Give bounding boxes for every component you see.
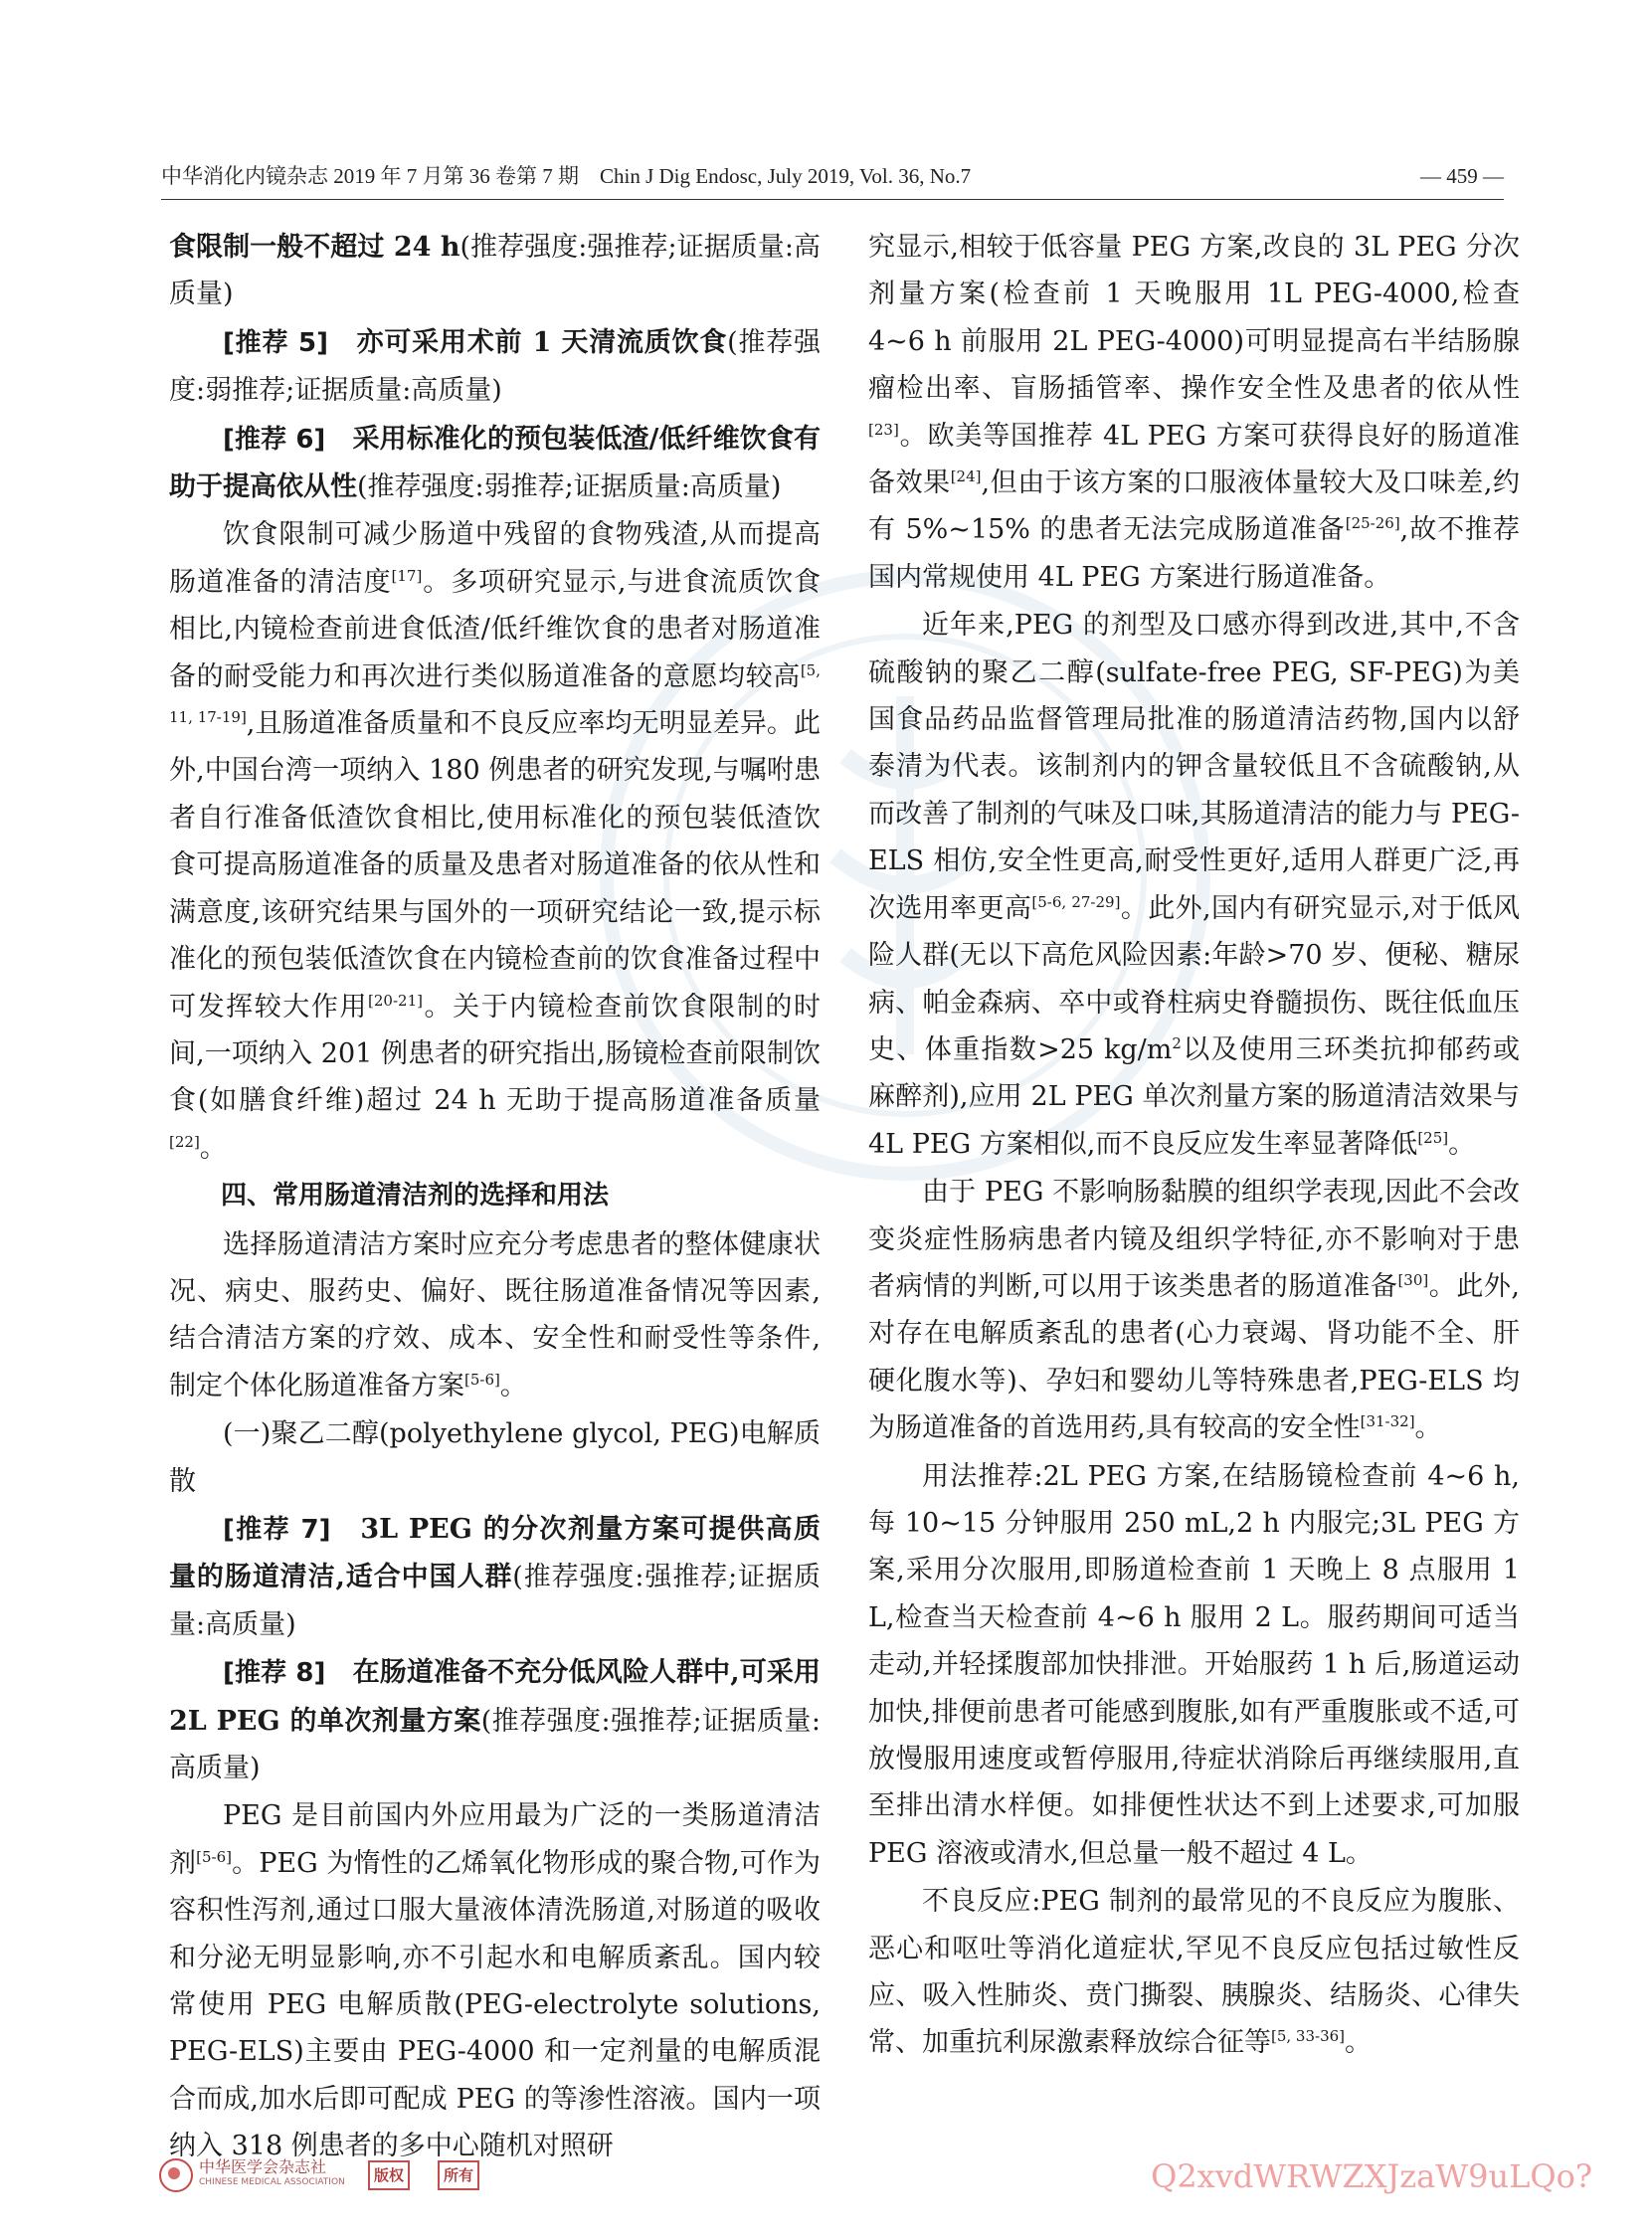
- text-run: ,且肠道准备质量和不良反应率均无明显差异。此外,中国台湾一项纳入 180 例患者的研究发现,与嘱咐患者自行准备低渣饮食相比,使用标准化的预包装低渣饮食可提高肠道准备的质量及患者对肠道准备的依从性和满意度,该研究结果与国外的一项研究结论一致,提示标准化的预包装低渣饮食在内镜检查前的饮食准备过程中可发挥较大作用: [169, 708, 821, 1023]
- paragraph: [868, 224, 1520, 601]
- citation-ref: [30]: [1397, 1270, 1429, 1289]
- citation-ref: [24]: [950, 467, 982, 486]
- text-run: 。: [499, 1370, 527, 1401]
- watermark-code: Q2xvdWRWZXJzaW9uLQo?: [1151, 2157, 1592, 2195]
- citation-ref: [5-6]: [464, 1370, 500, 1389]
- text-run: 。此外,国内有研究显示,对于低风险人群(无以下高危风险因素:年龄>70 岁、便秘、糖尿病、帕金森病、卒中或脊柱病史脊髓损伤、既往低血压史、体重指数>25 kg/m: [868, 892, 1521, 1065]
- rec-title: 在肠道准备不充分低风险人群中,可采用 2L PEG 的单次剂量方案: [169, 1657, 821, 1737]
- citation-ref: [5-6, 27-29]: [1031, 892, 1121, 911]
- text-run: 。此外,对存在电解质紊乱的患者(心力衰竭、肾功能不全、肝硬化腹水等)、孕妇和婴幼儿等特殊患者,PEG-ELS 均为肠道准备的首选用药,具有较高的安全性: [868, 1270, 1520, 1444]
- publisher-name: 中华医学会杂志社: [199, 2157, 327, 2176]
- recommendation-5: [169, 319, 821, 415]
- text-run: 。: [1448, 1128, 1476, 1160]
- rec-tag: [推荐 5]: [223, 327, 329, 358]
- copyright-mark: 所有: [438, 2160, 479, 2190]
- citation-ref: [23]: [868, 420, 899, 439]
- citation-ref: [5, 33-36]: [1271, 2027, 1346, 2046]
- text-run: (推荐强度:强推荐;证据质量:高质量): [169, 232, 821, 310]
- header-rule: [161, 199, 1504, 200]
- paragraph: [868, 1878, 1520, 2067]
- text-run: PEG 是目前国内外应用最为广泛的一类肠道清洁剂: [169, 1800, 821, 1879]
- bold-text: 食限制一般不超过 24 h: [169, 232, 460, 263]
- publisher-seal-icon: [159, 2158, 193, 2192]
- paragraph: 用法推荐:2L PEG 方案,在结肠镜检查前 4~6 h,每 10~15 分钟服用 250 mL,2 h 内服完;3L PEG 方案,采用分次服用,即肠道检查前 1 天晚上 8 点服用 1 L,检查当天检查前 4~6 h 服用 2 L。服药期间可适当走动,并轻揉腹部加快排泄。开始服药 1 h 后,肠道运动加快,排便前患者可能感到腹胀,如有严重腹胀或不适,可放慢服用速度或暂停服用,待症状消除后再继续服用,直至排出清水样便。如排便性状达不到上述要求,可加服 PEG 溶液或清水,但总量一般不超过 4 L。: [868, 1460, 1520, 1869]
- publisher-logo: [159, 2154, 517, 2194]
- rec-tag: [推荐 8]: [223, 1658, 326, 1689]
- left-column: [169, 224, 821, 2171]
- rec-tag: [推荐 7]: [223, 1514, 331, 1545]
- page-number: — 459 —: [1420, 164, 1504, 188]
- section-heading: 四、常用肠道清洁剂的选择和用法: [221, 1181, 610, 1212]
- paragraph: [169, 1221, 821, 1410]
- text-run: ,但由于该方案的口服液体量较大及口味差,约有 5%~15% 的患者无法完成肠道准备: [868, 467, 1520, 546]
- rec-title: 亦可采用术前 1 天清流质饮食: [356, 326, 728, 358]
- citation-ref: [25-26]: [1345, 514, 1400, 533]
- text-run: 。: [1345, 2027, 1373, 2059]
- recommendation-7: [169, 1506, 821, 1648]
- rec-tag: [推荐 6]: [223, 424, 326, 455]
- superscript: 2: [1172, 1033, 1182, 1052]
- text-run: 饮食限制可减少肠道中残留的食物残渣,从而提高肠道准备的清洁度: [169, 519, 821, 598]
- rec-title: 3L PEG 的分次剂量方案可提供高质量的肠道清洁,适合中国人群: [169, 1513, 821, 1593]
- paragraph: [868, 1169, 1520, 1451]
- paragraph: [169, 224, 821, 318]
- running-header: [161, 159, 1504, 193]
- rec-title: 采用标准化的预包装低渣/低纤维饮食有助于提高依从性: [169, 423, 821, 503]
- text-run: 。PEG 为惰性的乙烯氧化物形成的聚合物,可作为容积性泻剂,通过口服大量液体清洗肠道,对肠道的吸收和分泌无明显影响,亦不引起水和电解质紊乱。国内较常使用 PEG 电解质散(PEG-electrolyte solutions, PEG-ELS)主要由 PEG-4000 和一定剂量的电解质混合而成,加水后即可配成 PEG 的等渗性溶液。国内一项纳入 318 例患者的多中心随机对照研: [169, 1847, 822, 2162]
- rec-strength: (推荐强度:强推荐;证据质量:高质量): [169, 1562, 821, 1640]
- right-column: [868, 224, 1520, 2068]
- journal-citation: 中华消化内镜杂志 2019 年 7 月第 36 卷第 7 期 Chin J Dig Endosc, July 2019, Vol. 36, No.7: [161, 164, 972, 188]
- citation-ref: [22]: [169, 1132, 200, 1151]
- text-run: 选择肠道清洁方案时应充分考虑患者的整体健康状况、病史、服药史、偏好、既往肠道准备情况等因素,结合清洁方案的疗效、成本、安全性和耐受性等条件,制定个体化肠道准备方案: [169, 1228, 821, 1401]
- text-run: 。关于内镜检查前饮食限制的时间,一项纳入 201 例患者的研究指出,肠镜检查前限制饮食(如膳食纤维)超过 24 h 无助于提高肠道准备质量: [169, 991, 821, 1117]
- text-run: 。欧美等国推荐 4L PEG 方案可获得良好的肠道准备效果: [868, 420, 1520, 499]
- copyright-mark: 版权: [368, 2160, 410, 2190]
- text-run: ,故不推荐国内常规使用 4L PEG 方案进行肠道准备。: [868, 514, 1520, 593]
- citation-ref: [31-32]: [1360, 1412, 1415, 1431]
- text-run: 。: [1414, 1412, 1442, 1444]
- citation-ref: [25]: [1417, 1128, 1449, 1147]
- text-run: 由于 PEG 不影响肠黏膜的组织学表现,因此不会改变炎症性肠病患者内镜及组织学特征,亦不影响对于患者病情的判断,可以用于该类患者的肠道准备: [868, 1177, 1520, 1302]
- text-run: 。多项研究显示,与进食流质饮食相比,内镜检查前进食低渣/低纤维饮食的患者对肠道准备的耐受能力和再次进行类似肠道准备的意愿均较高: [169, 566, 822, 692]
- recommendation-8: [169, 1649, 821, 1791]
- citation-ref: [20-21]: [368, 991, 423, 1010]
- text-run: 近年来,PEG 的剂型及口感亦得到改进,其中,不含硫酸钠的聚乙二醇(sulfate-free PEG, SF-PEG)为美国食品药品监督管理局批准的肠道清洁药物,国内以舒泰清为代表。该制剂内的钾含量较低且不含硫酸钠,从而改善了制剂的气味及口味,其肠道清洁的能力与 PEG-ELS 相仿,安全性更高,耐受性更好,适用人群更广泛,再次选用率更高: [868, 610, 1520, 924]
- subsection-heading: (一)聚乙二醇(polyethylene glycol, PEG)电解质散: [169, 1418, 821, 1497]
- paragraph: [868, 602, 1520, 1168]
- recommendation-6: [169, 416, 821, 511]
- publisher-name-en: CHINESE MEDICAL ASSOCIATION: [199, 2177, 345, 2187]
- paragraph: [169, 1792, 821, 2169]
- text-run: 不良反应:PEG 制剂的最常见的不良反应为腹胀、恶心和呕吐等消化道症状,罕见不良反应包括过敏性反应、吸入性肺炎、贲门撕裂、胰腺炎、结肠炎、心律失常、加重抗利尿激素释放综合征等: [868, 1886, 1520, 2059]
- paragraph: [169, 511, 821, 1172]
- citation-ref: [5, 11, 17-19]: [169, 660, 821, 727]
- citation-ref: [17]: [391, 566, 423, 585]
- text-run: 。: [199, 1132, 227, 1164]
- citation-ref: [5-6]: [196, 1847, 232, 1866]
- rec-strength: (推荐强度:弱推荐;证据质量:高质量): [357, 471, 782, 503]
- rec-strength: (推荐强度:强推荐;证据质量:高质量): [169, 1705, 821, 1783]
- text-run: 以及使用三环类抗抑郁药或麻醉剂),应用 2L PEG 单次剂量方案的肠道清洁效果与 4L PEG 方案相似,而不良反应发生率显著降低: [868, 1033, 1521, 1160]
- text-run: 究显示,相较于低容量 PEG 方案,改良的 3L PEG 分次剂量方案(检查前 1 天晚服用 1L PEG-4000,检查 4~6 h 前服用 2L PEG-4000)可明显提高右半结肠腺瘤检出率、盲肠插管率、操作安全性及患者的依从性: [868, 232, 1520, 405]
- rec-strength: (推荐强度:弱推荐;证据质量:高质量): [169, 326, 821, 407]
